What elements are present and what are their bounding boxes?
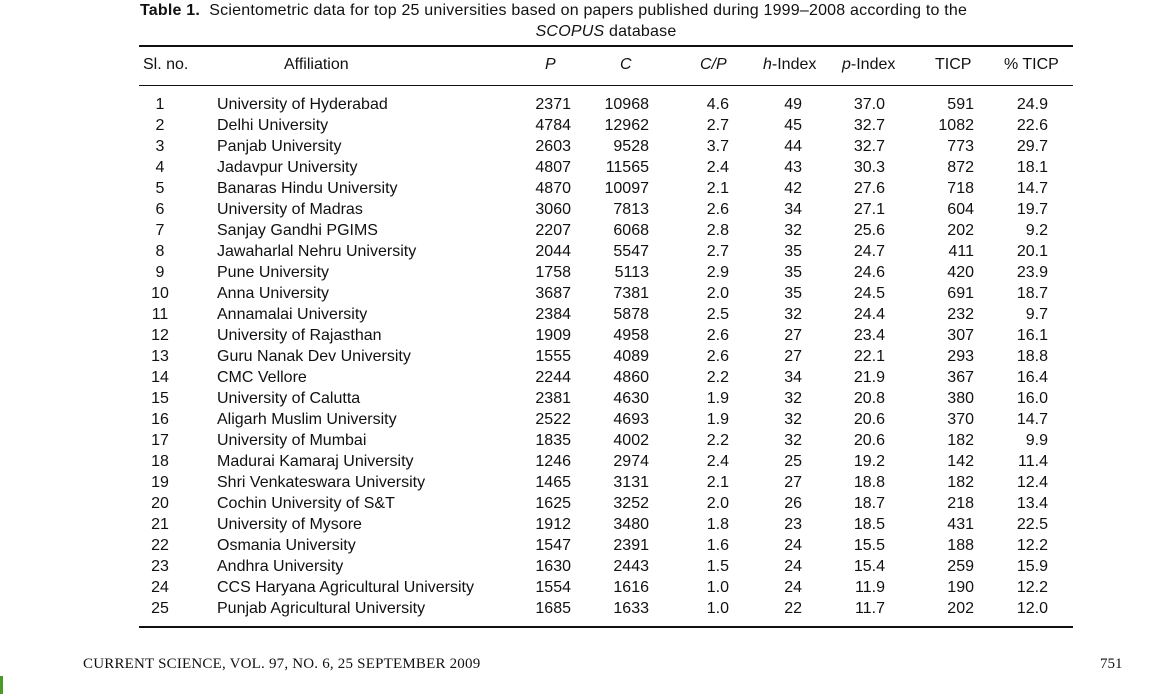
cell-p-index: 15.5 <box>853 537 885 554</box>
cell-h-index: 32 <box>784 390 802 407</box>
cell-h-index: 26 <box>784 495 802 512</box>
cell-sl-no: 17 <box>151 432 169 449</box>
cell-citations-per-paper: 1.6 <box>706 537 729 554</box>
cell-ticp: 142 <box>947 453 974 470</box>
cell-papers: 3060 <box>535 201 571 218</box>
cell-citations-per-paper: 2.7 <box>706 117 729 134</box>
table-row <box>0 283 1156 304</box>
cell-affiliation: University of Mumbai <box>217 432 367 449</box>
cell-sl-no: 2 <box>155 117 165 134</box>
cell-sl-no: 5 <box>155 180 165 197</box>
cell-papers: 1246 <box>535 453 571 470</box>
cell-p-index: 19.2 <box>853 453 885 470</box>
cell-citations: 11565 <box>605 159 649 176</box>
cell-citations-per-paper: 2.0 <box>706 495 729 512</box>
cell-h-index: 35 <box>784 243 802 260</box>
cell-citations: 4089 <box>613 348 649 365</box>
cell-affiliation: Madurai Kamaraj University <box>217 453 414 470</box>
cell-ticp: 307 <box>947 327 974 344</box>
cell-ticp: 420 <box>947 264 974 281</box>
cell-p-index: 21.9 <box>853 369 885 386</box>
cell-citations: 12962 <box>604 117 649 134</box>
table-row <box>0 535 1156 556</box>
table-row <box>0 430 1156 451</box>
edge-mark <box>0 676 3 694</box>
cell-sl-no: 20 <box>151 495 169 512</box>
cell-p-index: 27.1 <box>853 201 885 218</box>
cell-p-index: 30.3 <box>853 159 885 176</box>
cell-papers: 4784 <box>535 117 571 134</box>
cell-p-index: 25.6 <box>853 222 885 239</box>
cell-papers: 4807 <box>535 159 571 176</box>
cell-p-index: 11.9 <box>855 579 885 596</box>
cell-h-index: 35 <box>784 264 802 281</box>
cell-affiliation: Jawaharlal Nehru University <box>217 243 417 260</box>
caption-italic: SCOPUS <box>535 23 605 40</box>
cell-papers: 1685 <box>535 600 571 617</box>
cell-pct-ticp: 11.4 <box>1018 453 1048 470</box>
cell-affiliation: Jadavpur University <box>217 159 358 176</box>
cell-pct-ticp: 18.1 <box>1016 159 1048 176</box>
cell-p-index: 18.8 <box>853 474 885 491</box>
cell-papers: 1547 <box>535 537 571 554</box>
header-p: P <box>545 56 556 73</box>
cell-citations-per-paper: 2.4 <box>706 453 729 470</box>
table-row <box>0 262 1156 283</box>
table-row <box>0 94 1156 115</box>
header-h-index <box>763 56 816 74</box>
cell-papers: 1465 <box>535 474 571 491</box>
cell-h-index: 44 <box>784 138 802 155</box>
cell-affiliation: University of Madras <box>217 201 363 218</box>
table-row <box>0 472 1156 493</box>
cell-sl-no: 23 <box>151 558 169 575</box>
cell-citations-per-paper: 2.7 <box>706 243 729 260</box>
cell-ticp: 380 <box>947 390 974 407</box>
cell-pct-ticp: 14.7 <box>1016 411 1048 428</box>
cell-pct-ticp: 16.4 <box>1016 369 1048 386</box>
cell-affiliation: University of Rajasthan <box>217 327 382 344</box>
cell-papers: 2603 <box>535 138 571 155</box>
cell-citations-per-paper: 1.9 <box>706 390 729 407</box>
cell-citations: 1633 <box>613 600 649 617</box>
cell-p-index: 24.5 <box>853 285 885 302</box>
cell-affiliation: Anna University <box>217 285 330 302</box>
cell-papers: 2381 <box>535 390 571 407</box>
cell-pct-ticp: 18.7 <box>1016 285 1048 302</box>
cell-citations: 3252 <box>613 495 649 512</box>
cell-h-index: 24 <box>784 558 802 575</box>
cell-citations: 4002 <box>613 432 649 449</box>
cell-citations-per-paper: 3.7 <box>706 138 729 155</box>
cell-citations: 9528 <box>613 138 649 155</box>
cell-affiliation: CMC Vellore <box>217 369 307 386</box>
cell-papers: 1625 <box>535 495 571 512</box>
header-pct-ticp: % TICP <box>1004 56 1059 73</box>
cell-sl-no: 15 <box>151 390 169 407</box>
table-row <box>0 220 1156 241</box>
cell-ticp: 190 <box>947 579 974 596</box>
cell-citations-per-paper: 2.1 <box>706 474 729 491</box>
cell-p-index: 15.4 <box>853 558 885 575</box>
cell-sl-no: 19 <box>151 474 169 491</box>
cell-citations-per-paper: 2.9 <box>706 264 729 281</box>
cell-citations: 7381 <box>613 285 649 302</box>
table-row <box>0 325 1156 346</box>
header-p-suffix: -Index <box>850 56 896 73</box>
cell-citations: 5878 <box>613 306 649 323</box>
cell-pct-ticp: 14.7 <box>1016 180 1048 197</box>
cell-pct-ticp: 20.1 <box>1016 243 1048 260</box>
cell-affiliation: University of Mysore <box>217 516 362 533</box>
cell-citations-per-paper: 2.8 <box>706 222 729 239</box>
cell-sl-no: 21 <box>151 516 169 533</box>
cell-sl-no: 11 <box>151 306 169 323</box>
table-row <box>0 346 1156 367</box>
table-row <box>0 409 1156 430</box>
cell-p-index: 20.8 <box>853 390 885 407</box>
cell-affiliation: Pune University <box>217 264 330 281</box>
cell-p-index: 23.4 <box>853 327 885 344</box>
table-row <box>0 598 1156 619</box>
cell-affiliation: Sanjay Gandhi PGIMS <box>217 222 378 239</box>
cell-ticp: 218 <box>947 495 974 512</box>
cell-sl-no: 12 <box>151 327 169 344</box>
cell-papers: 1758 <box>535 264 571 281</box>
cell-h-index: 27 <box>784 474 802 491</box>
table-row <box>0 388 1156 409</box>
cell-pct-ticp: 15.9 <box>1016 558 1048 575</box>
cell-affiliation: Annamalai University <box>217 306 368 323</box>
cell-p-index: 32.7 <box>853 117 885 134</box>
cell-ticp: 691 <box>947 285 974 302</box>
cell-papers: 4870 <box>535 180 571 197</box>
cell-pct-ticp: 16.0 <box>1016 390 1048 407</box>
cell-sl-no: 16 <box>151 411 169 428</box>
cell-sl-no: 22 <box>151 537 169 554</box>
cell-citations: 5547 <box>613 243 649 260</box>
cell-sl-no: 14 <box>151 369 169 386</box>
table-row <box>0 136 1156 157</box>
cell-ticp: 182 <box>947 432 974 449</box>
cell-citations-per-paper: 2.5 <box>706 306 729 323</box>
cell-citations-per-paper: 2.6 <box>706 201 729 218</box>
cell-citations: 2391 <box>613 537 649 554</box>
table-row <box>0 115 1156 136</box>
table-row <box>0 556 1156 577</box>
cell-sl-no: 4 <box>155 159 165 176</box>
caption-label: Table 1. <box>140 2 200 19</box>
cell-p-index: 11.7 <box>855 600 885 617</box>
cell-p-index: 18.5 <box>853 516 885 533</box>
cell-citations-per-paper: 2.2 <box>706 369 729 386</box>
cell-ticp: 202 <box>947 222 974 239</box>
cell-citations-per-paper: 1.5 <box>706 558 729 575</box>
cell-affiliation: Shri Venkateswara University <box>217 474 426 491</box>
cell-h-index: 43 <box>784 159 802 176</box>
cell-ticp: 591 <box>947 96 974 113</box>
cell-pct-ticp: 22.5 <box>1016 516 1048 533</box>
cell-ticp: 718 <box>947 180 974 197</box>
cell-h-index: 35 <box>784 285 802 302</box>
cell-p-index: 24.4 <box>853 306 885 323</box>
cell-citations-per-paper: 2.6 <box>706 327 729 344</box>
cell-pct-ticp: 18.8 <box>1016 348 1048 365</box>
cell-sl-no: 7 <box>155 222 165 239</box>
cell-citations: 10968 <box>604 96 649 113</box>
cell-pct-ticp: 9.2 <box>1025 222 1048 239</box>
cell-ticp: 411 <box>948 243 974 260</box>
cell-papers: 2207 <box>535 222 571 239</box>
cell-citations: 5113 <box>614 264 649 281</box>
cell-h-index: 23 <box>784 516 802 533</box>
cell-p-index: 24.7 <box>853 243 885 260</box>
cell-papers: 2044 <box>535 243 571 260</box>
table-bottom-rule <box>139 626 1073 628</box>
cell-citations: 10097 <box>604 180 649 197</box>
header-ticp: TICP <box>935 56 972 73</box>
cell-h-index: 49 <box>784 96 802 113</box>
cell-ticp: 431 <box>947 516 974 533</box>
cell-affiliation: Cochin University of S&T <box>217 495 395 512</box>
cell-h-index: 45 <box>784 117 802 134</box>
table-caption <box>140 0 1072 42</box>
cell-papers: 2244 <box>535 369 571 386</box>
cell-pct-ticp: 12.2 <box>1016 579 1048 596</box>
table-row <box>0 199 1156 220</box>
table-row <box>0 367 1156 388</box>
cell-sl-no: 9 <box>155 264 165 281</box>
cell-citations-per-paper: 2.0 <box>706 285 729 302</box>
cell-papers: 2371 <box>535 96 571 113</box>
cell-citations-per-paper: 1.0 <box>706 579 729 596</box>
cell-sl-no: 8 <box>155 243 165 260</box>
cell-papers: 1835 <box>535 432 571 449</box>
cell-citations-per-paper: 2.4 <box>706 159 729 176</box>
cell-sl-no: 3 <box>155 138 165 155</box>
cell-citations-per-paper: 1.0 <box>706 600 729 617</box>
cell-ticp: 1082 <box>938 117 974 134</box>
caption-text-rest: database <box>604 23 677 40</box>
cell-sl-no: 24 <box>151 579 169 596</box>
cell-affiliation: Delhi University <box>217 117 329 134</box>
cell-papers: 1554 <box>535 579 571 596</box>
header-h-prefix: h <box>763 56 772 73</box>
cell-affiliation: Andhra University <box>217 558 344 575</box>
header-affiliation: Affiliation <box>284 56 349 73</box>
cell-papers: 2384 <box>535 306 571 323</box>
cell-citations: 3480 <box>613 516 649 533</box>
cell-papers: 1909 <box>535 327 571 344</box>
header-cp: C/P <box>700 56 727 73</box>
cell-h-index: 27 <box>784 348 802 365</box>
cell-affiliation: Banaras Hindu University <box>217 180 398 197</box>
cell-ticp: 367 <box>947 369 974 386</box>
cell-h-index: 34 <box>784 369 802 386</box>
cell-citations: 1616 <box>613 579 649 596</box>
cell-papers: 1912 <box>535 516 571 533</box>
cell-h-index: 22 <box>784 600 802 617</box>
cell-h-index: 27 <box>784 327 802 344</box>
table-row <box>0 493 1156 514</box>
cell-citations: 4693 <box>613 411 649 428</box>
cell-pct-ticp: 12.0 <box>1016 600 1048 617</box>
header-c: C <box>620 56 632 73</box>
caption-line-2 <box>140 21 1072 42</box>
cell-citations-per-paper: 4.6 <box>706 96 729 113</box>
cell-p-index: 32.7 <box>853 138 885 155</box>
cell-h-index: 32 <box>784 411 802 428</box>
cell-citations-per-paper: 2.2 <box>706 432 729 449</box>
table-row <box>0 178 1156 199</box>
cell-pct-ticp: 9.7 <box>1025 306 1048 323</box>
table-row <box>0 241 1156 262</box>
cell-pct-ticp: 24.9 <box>1016 96 1048 113</box>
cell-ticp: 182 <box>947 474 974 491</box>
header-p-index <box>842 56 895 74</box>
cell-pct-ticp: 9.9 <box>1025 432 1048 449</box>
cell-ticp: 202 <box>947 600 974 617</box>
cell-sl-no: 25 <box>151 600 169 617</box>
cell-citations-per-paper: 1.8 <box>706 516 729 533</box>
cell-affiliation: Osmania University <box>217 537 356 554</box>
table-row <box>0 514 1156 535</box>
cell-h-index: 25 <box>784 453 802 470</box>
cell-sl-no: 18 <box>151 453 169 470</box>
cell-pct-ticp: 23.9 <box>1016 264 1048 281</box>
cell-affiliation: Punjab Agricultural University <box>217 600 426 617</box>
cell-citations-per-paper: 1.9 <box>706 411 729 428</box>
cell-pct-ticp: 12.4 <box>1016 474 1048 491</box>
cell-affiliation: CCS Haryana Agricultural University <box>217 579 474 596</box>
cell-ticp: 259 <box>947 558 974 575</box>
cell-h-index: 24 <box>784 537 802 554</box>
cell-citations: 4630 <box>613 390 649 407</box>
cell-sl-no: 10 <box>151 285 169 302</box>
cell-sl-no: 6 <box>155 201 165 218</box>
cell-h-index: 32 <box>784 222 802 239</box>
cell-citations: 6068 <box>613 222 649 239</box>
table-row <box>0 157 1156 178</box>
cell-citations-per-paper: 2.1 <box>706 180 729 197</box>
cell-papers: 1630 <box>535 558 571 575</box>
cell-ticp: 872 <box>947 159 974 176</box>
cell-h-index: 32 <box>784 306 802 323</box>
cell-citations: 2443 <box>613 558 649 575</box>
header-sl-no: Sl. no. <box>143 56 189 73</box>
cell-papers: 2522 <box>535 411 571 428</box>
cell-affiliation: Panjab University <box>217 138 342 155</box>
cell-papers: 1555 <box>535 348 571 365</box>
cell-ticp: 293 <box>947 348 974 365</box>
cell-papers: 3687 <box>535 285 571 302</box>
table-row <box>0 304 1156 325</box>
cell-affiliation: Guru Nanak Dev University <box>217 348 411 365</box>
table-top-rule <box>139 45 1073 47</box>
page-number: 751 <box>1100 656 1123 672</box>
cell-p-index: 20.6 <box>853 432 885 449</box>
cell-p-index: 20.6 <box>853 411 885 428</box>
cell-sl-no: 1 <box>155 96 165 113</box>
cell-p-index: 22.1 <box>853 348 885 365</box>
cell-p-index: 27.6 <box>853 180 885 197</box>
cell-ticp: 604 <box>947 201 974 218</box>
caption-text: Scientometric data for top 25 universities based on papers published during 1999–2008 according to the <box>209 2 968 19</box>
cell-citations: 4958 <box>613 327 649 344</box>
cell-pct-ticp: 16.1 <box>1016 327 1048 344</box>
cell-pct-ticp: 19.7 <box>1016 201 1048 218</box>
caption-line-1 <box>140 0 1072 21</box>
table-row <box>0 577 1156 598</box>
cell-citations: 2974 <box>613 453 649 470</box>
table-row <box>0 451 1156 472</box>
cell-sl-no: 13 <box>151 348 169 365</box>
cell-affiliation: University of Calutta <box>217 390 361 407</box>
cell-p-index: 37.0 <box>853 96 885 113</box>
cell-citations: 7813 <box>613 201 649 218</box>
cell-pct-ticp: 12.2 <box>1016 537 1048 554</box>
cell-ticp: 232 <box>947 306 974 323</box>
cell-affiliation: Aligarh Muslim University <box>217 411 397 428</box>
cell-citations-per-paper: 2.6 <box>706 348 729 365</box>
cell-h-index: 42 <box>784 180 802 197</box>
cell-p-index: 18.7 <box>853 495 885 512</box>
cell-h-index: 24 <box>784 579 802 596</box>
cell-ticp: 188 <box>947 537 974 554</box>
cell-p-index: 24.6 <box>853 264 885 281</box>
cell-pct-ticp: 29.7 <box>1016 138 1048 155</box>
cell-h-index: 32 <box>784 432 802 449</box>
cell-ticp: 370 <box>947 411 974 428</box>
cell-citations: 4860 <box>613 369 649 386</box>
cell-pct-ticp: 13.4 <box>1016 495 1048 512</box>
cell-affiliation: University of Hyderabad <box>217 96 388 113</box>
cell-pct-ticp: 22.6 <box>1016 117 1048 134</box>
table-header-rule <box>139 85 1073 86</box>
header-p-prefix: p <box>842 56 851 73</box>
journal-footer: CURRENT SCIENCE, VOL. 97, NO. 6, 25 SEPTEMBER 2009 <box>83 656 481 672</box>
cell-citations: 3131 <box>613 474 649 491</box>
cell-ticp: 773 <box>947 138 974 155</box>
cell-h-index: 34 <box>784 201 802 218</box>
header-h-suffix: -Index <box>771 56 817 73</box>
